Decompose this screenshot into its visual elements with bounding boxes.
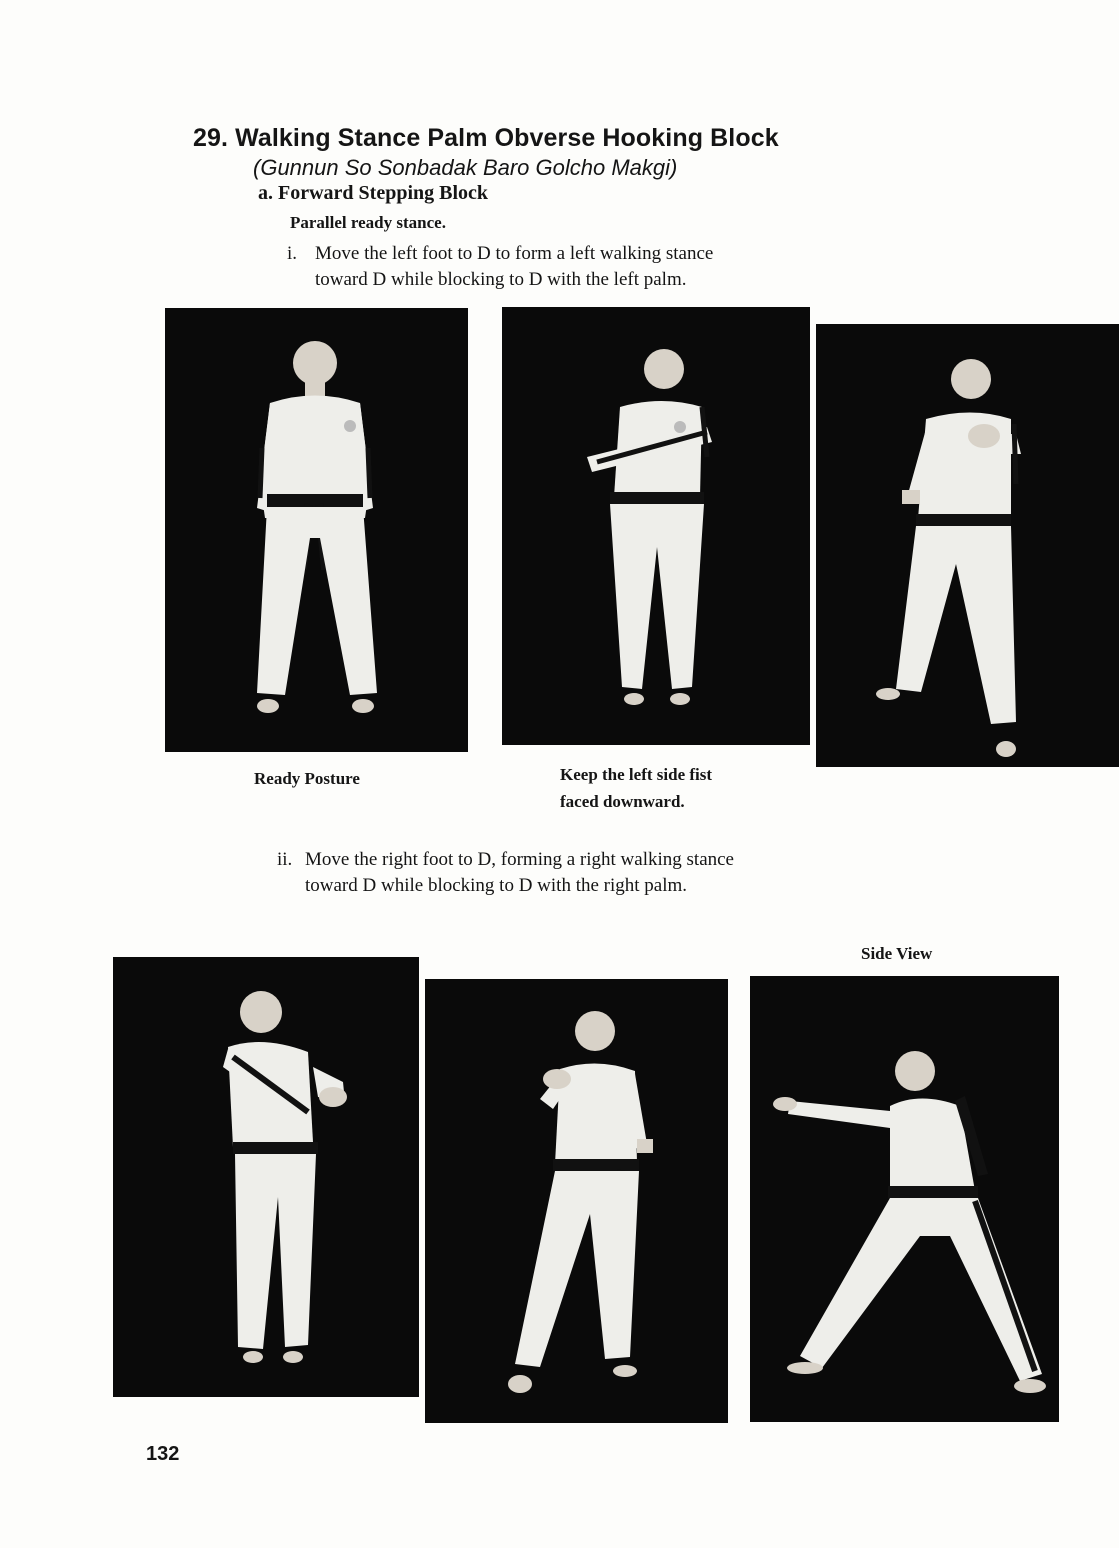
- step-line: Move the left foot to D to form a left walking stance: [315, 243, 714, 264]
- caption-line: faced downward.: [560, 792, 685, 811]
- photo-step-ii-chamber: [113, 957, 419, 1397]
- section-heading: [193, 124, 779, 153]
- caption-side-view: Side View: [861, 944, 933, 963]
- ready-stance-text: Parallel ready stance.: [290, 213, 446, 232]
- step-ii-text: [277, 847, 734, 899]
- step-i-text: [287, 241, 713, 293]
- section-subtitle: (Gunnun So Sonbadak Baro Golcho Makgi): [253, 155, 678, 180]
- caption-ready-posture: Ready Posture: [254, 769, 360, 788]
- figure-illustration: [165, 308, 468, 752]
- photo-step-ii-block: [425, 979, 728, 1423]
- step-number: ii.: [277, 849, 293, 870]
- figure-illustration: [425, 979, 728, 1423]
- photo-ready-posture: [165, 308, 468, 752]
- photo-side-view: [750, 976, 1059, 1422]
- figure-illustration: [816, 324, 1119, 767]
- figure-illustration: [502, 307, 810, 745]
- section-title: Walking Stance Palm Obverse Hooking Block: [235, 124, 779, 152]
- section-number: 29.: [193, 124, 229, 152]
- photo-step-i-chamber: [502, 307, 810, 745]
- step-line: toward D while blocking to D with the left palm.: [315, 269, 687, 290]
- step-line: toward D while blocking to D with the right palm.: [305, 875, 688, 896]
- caption-line: Keep the left side fist: [560, 765, 713, 784]
- figure-illustration: [750, 976, 1059, 1422]
- step-line: Move the right foot to D, forming a right walking stance: [305, 849, 734, 870]
- photo-step-i-block: [816, 324, 1119, 767]
- figure-illustration: [113, 957, 419, 1397]
- step-number: i.: [287, 243, 298, 264]
- page-number: 132: [146, 1443, 180, 1465]
- caption-keep-fist: [560, 761, 712, 815]
- subsection-label: a. Forward Stepping Block: [258, 182, 489, 204]
